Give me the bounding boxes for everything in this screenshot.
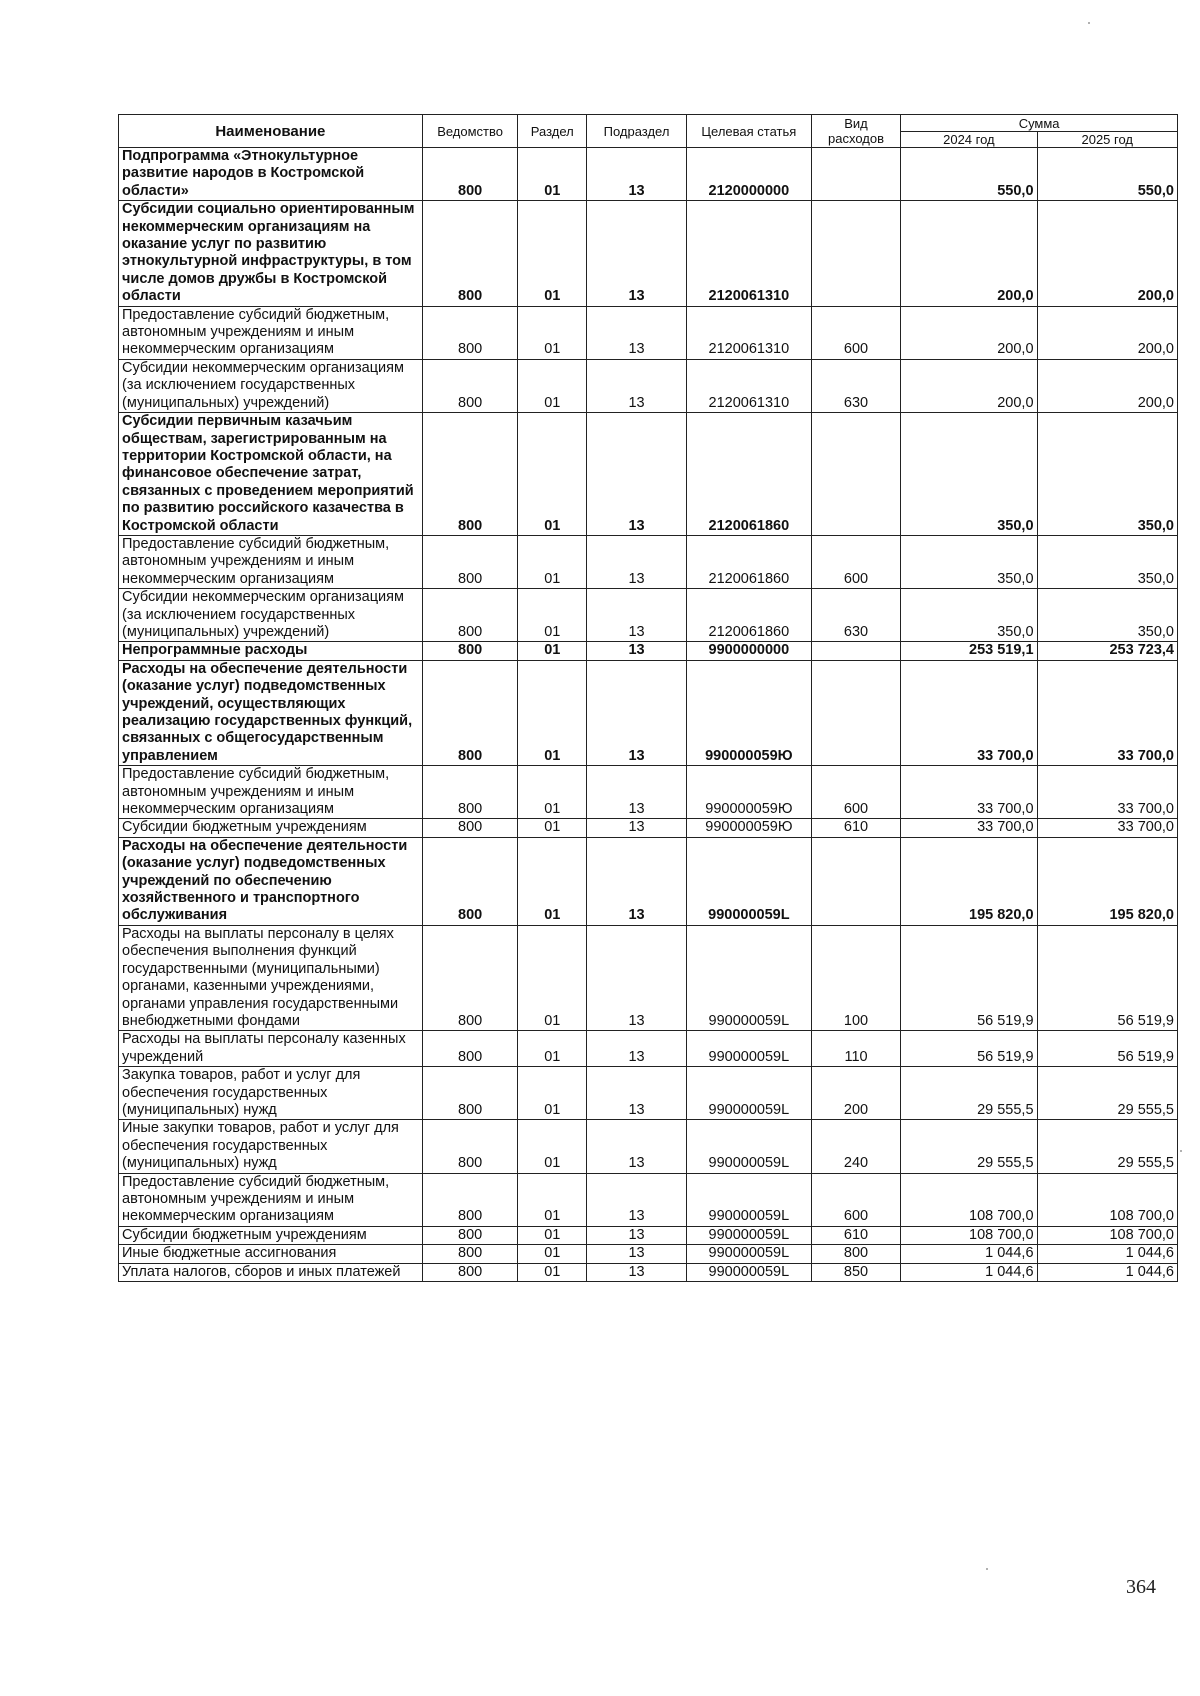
row-subsection: 13 [587, 1263, 687, 1281]
header-target-article: Целевая статья [686, 115, 811, 148]
row-expense-type: 200 [811, 1067, 900, 1120]
table-row [119, 359, 1178, 412]
row-sum-2025: 350,0 [1037, 535, 1177, 588]
page-number: 364 [1126, 1576, 1156, 1598]
table-row [119, 589, 1178, 642]
row-section: 01 [518, 1067, 587, 1120]
row-sum-2024: 29 555,5 [901, 1120, 1037, 1173]
row-department: 800 [422, 925, 518, 1030]
row-target-article: 990000059L [686, 1067, 811, 1120]
row-subsection: 13 [587, 148, 687, 201]
row-expense-type: 850 [811, 1263, 900, 1281]
row-target-article: 9900000000 [686, 642, 811, 660]
row-department: 800 [422, 148, 518, 201]
row-expense-type: 630 [811, 589, 900, 642]
row-department: 800 [422, 535, 518, 588]
row-sum-2025: 195 820,0 [1037, 837, 1177, 925]
table-row [119, 837, 1178, 925]
row-sum-2024: 108 700,0 [901, 1226, 1037, 1244]
row-section: 01 [518, 589, 587, 642]
row-department: 800 [422, 1263, 518, 1281]
row-department: 800 [422, 1245, 518, 1263]
row-name: Подпрограмма «Этнокультурное развитие народов в Костромской области» [119, 148, 423, 201]
row-sum-2025: 200,0 [1037, 359, 1177, 412]
row-subsection: 13 [587, 535, 687, 588]
row-name: Иные бюджетные ассигнования [119, 1245, 423, 1263]
row-sum-2025: 1 044,6 [1037, 1263, 1177, 1281]
row-name: Субсидии бюджетным учреждениям [119, 819, 423, 837]
header-section: Раздел [518, 115, 587, 148]
row-sum-2024: 108 700,0 [901, 1173, 1037, 1226]
row-sum-2025: 56 519,9 [1037, 925, 1177, 1030]
row-department: 800 [422, 359, 518, 412]
table-row [119, 1031, 1178, 1067]
row-subsection: 13 [587, 660, 687, 765]
row-sum-2024: 195 820,0 [901, 837, 1037, 925]
row-subsection: 13 [587, 1067, 687, 1120]
table-row [119, 306, 1178, 359]
row-section: 01 [518, 642, 587, 660]
row-sum-2025: 350,0 [1037, 413, 1177, 536]
table-row [119, 1263, 1178, 1281]
table-row [119, 535, 1178, 588]
row-section: 01 [518, 819, 587, 837]
row-sum-2024: 29 555,5 [901, 1067, 1037, 1120]
row-name: Непрограммные расходы [119, 642, 423, 660]
row-department: 800 [422, 1067, 518, 1120]
header-expense-type: Вид расходов [811, 115, 900, 148]
row-sum-2024: 33 700,0 [901, 766, 1037, 819]
row-sum-2024: 33 700,0 [901, 819, 1037, 837]
row-expense-type: 110 [811, 1031, 900, 1067]
row-section: 01 [518, 1245, 587, 1263]
scan-speck [1180, 1150, 1182, 1152]
row-target-article: 2120061310 [686, 201, 811, 306]
row-section: 01 [518, 1226, 587, 1244]
row-subsection: 13 [587, 1245, 687, 1263]
row-sum-2025: 33 700,0 [1037, 766, 1177, 819]
row-expense-type: 610 [811, 819, 900, 837]
row-sum-2025: 29 555,5 [1037, 1067, 1177, 1120]
row-target-article: 2120000000 [686, 148, 811, 201]
row-department: 800 [422, 589, 518, 642]
row-name: Предоставление субсидий бюджетным, автономным учреждениям и иным некоммерческим организациям [119, 1173, 423, 1226]
row-sum-2025: 253 723,4 [1037, 642, 1177, 660]
row-name: Уплата налогов, сборов и иных платежей [119, 1263, 423, 1281]
row-sum-2024: 56 519,9 [901, 1031, 1037, 1067]
row-target-article: 990000059L [686, 1120, 811, 1173]
row-sum-2024: 56 519,9 [901, 925, 1037, 1030]
table-row [119, 1173, 1178, 1226]
table-row [119, 766, 1178, 819]
row-target-article: 990000059Ю [686, 819, 811, 837]
row-section: 01 [518, 413, 587, 536]
row-expense-type: 600 [811, 766, 900, 819]
row-expense-type [811, 148, 900, 201]
header-sum: Сумма [901, 115, 1178, 132]
row-name: Иные закупки товаров, работ и услуг для обеспечения государственных (муниципальных) нужд [119, 1120, 423, 1173]
table-row [119, 660, 1178, 765]
row-subsection: 13 [587, 642, 687, 660]
row-target-article: 2120061310 [686, 359, 811, 412]
row-expense-type [811, 201, 900, 306]
row-target-article: 2120061310 [686, 306, 811, 359]
row-department: 800 [422, 306, 518, 359]
row-sum-2025: 350,0 [1037, 589, 1177, 642]
row-target-article: 2120061860 [686, 589, 811, 642]
row-subsection: 13 [587, 1120, 687, 1173]
row-department: 800 [422, 837, 518, 925]
row-name: Субсидии бюджетным учреждениям [119, 1226, 423, 1244]
row-subsection: 13 [587, 306, 687, 359]
row-department: 800 [422, 1226, 518, 1244]
row-name: Предоставление субсидий бюджетным, автономным учреждениям и иным некоммерческим организациям [119, 306, 423, 359]
row-name: Субсидии социально ориентированным некоммерческим организациям на оказание услуг по развитию этнокультурной инфраструктуры, в том числе домов дружбы в Костромской области [119, 201, 423, 306]
row-expense-type [811, 413, 900, 536]
row-sum-2025: 550,0 [1037, 148, 1177, 201]
row-sum-2025: 200,0 [1037, 306, 1177, 359]
row-subsection: 13 [587, 201, 687, 306]
row-expense-type: 100 [811, 925, 900, 1030]
row-name: Закупка товаров, работ и услуг для обеспечения государственных (муниципальных) нужд [119, 1067, 423, 1120]
row-sum-2024: 1 044,6 [901, 1245, 1037, 1263]
row-name: Субсидии некоммерческим организациям (за исключением государственных (муниципальных) учреждений) [119, 589, 423, 642]
row-expense-type: 800 [811, 1245, 900, 1263]
table-row [119, 819, 1178, 837]
table-row [119, 1067, 1178, 1120]
table-row [119, 148, 1178, 201]
table-row [119, 1245, 1178, 1263]
row-subsection: 13 [587, 589, 687, 642]
row-target-article: 2120061860 [686, 413, 811, 536]
row-section: 01 [518, 660, 587, 765]
row-department: 800 [422, 201, 518, 306]
row-subsection: 13 [587, 1226, 687, 1244]
row-subsection: 13 [587, 1031, 687, 1067]
row-target-article: 990000059L [686, 1263, 811, 1281]
header-subsection: Подраздел [587, 115, 687, 148]
row-sum-2025: 56 519,9 [1037, 1031, 1177, 1067]
table-row [119, 1226, 1178, 1244]
row-expense-type: 630 [811, 359, 900, 412]
row-subsection: 13 [587, 766, 687, 819]
row-name: Расходы на выплаты персоналу казенных учреждений [119, 1031, 423, 1067]
row-sum-2025: 200,0 [1037, 201, 1177, 306]
row-sum-2025: 33 700,0 [1037, 660, 1177, 765]
table-row [119, 642, 1178, 660]
row-sum-2024: 350,0 [901, 413, 1037, 536]
row-target-article: 990000059L [686, 925, 811, 1030]
table-row [119, 413, 1178, 536]
row-name: Предоставление субсидий бюджетным, автономным учреждениям и иным некоммерческим организациям [119, 766, 423, 819]
row-sum-2024: 550,0 [901, 148, 1037, 201]
budget-table [118, 114, 1178, 1282]
row-department: 800 [422, 1173, 518, 1226]
scan-speck [986, 1568, 988, 1570]
row-section: 01 [518, 1173, 587, 1226]
row-section: 01 [518, 306, 587, 359]
row-expense-type: 600 [811, 535, 900, 588]
row-expense-type: 240 [811, 1120, 900, 1173]
row-name: Расходы на выплаты персоналу в целях обеспечения выполнения функций государственными (муниципальными) органами, казенными учреждениями, органами управления государственными внебюджетными фондами [119, 925, 423, 1030]
row-sum-2024: 253 519,1 [901, 642, 1037, 660]
row-sum-2024: 200,0 [901, 306, 1037, 359]
row-target-article: 990000059L [686, 1226, 811, 1244]
row-expense-type [811, 837, 900, 925]
row-expense-type: 610 [811, 1226, 900, 1244]
row-section: 01 [518, 1120, 587, 1173]
row-name: Расходы на обеспечение деятельности (оказание услуг) подведомственных учреждений по обеспечению хозяйственного и транспортного обслуживания [119, 837, 423, 925]
row-section: 01 [518, 359, 587, 412]
row-name: Субсидии первичным казачьим обществам, зарегистрированным на территории Костромской области, на финансовое обеспечение затрат, связанных с проведением мероприятий по развитию российского казачества в Костромской области [119, 413, 423, 536]
row-name: Субсидии некоммерческим организациям (за исключением государственных (муниципальных) учреждений) [119, 359, 423, 412]
row-target-article: 990000059Ю [686, 766, 811, 819]
row-sum-2025: 33 700,0 [1037, 819, 1177, 837]
row-expense-type [811, 660, 900, 765]
row-subsection: 13 [587, 925, 687, 1030]
row-expense-type: 600 [811, 306, 900, 359]
row-department: 800 [422, 766, 518, 819]
table-row [119, 201, 1178, 306]
table-body [119, 148, 1178, 1282]
header-name: Наименование [119, 115, 423, 148]
row-subsection: 13 [587, 359, 687, 412]
row-subsection: 13 [587, 1173, 687, 1226]
row-target-article: 990000059L [686, 1245, 811, 1263]
row-sum-2024: 350,0 [901, 535, 1037, 588]
table-row [119, 925, 1178, 1030]
row-section: 01 [518, 148, 587, 201]
row-section: 01 [518, 766, 587, 819]
row-subsection: 13 [587, 819, 687, 837]
row-section: 01 [518, 1031, 587, 1067]
row-sum-2024: 33 700,0 [901, 660, 1037, 765]
row-subsection: 13 [587, 837, 687, 925]
row-section: 01 [518, 837, 587, 925]
row-department: 800 [422, 1031, 518, 1067]
row-expense-type [811, 642, 900, 660]
row-sum-2024: 1 044,6 [901, 1263, 1037, 1281]
row-sum-2025: 108 700,0 [1037, 1173, 1177, 1226]
row-sum-2024: 200,0 [901, 359, 1037, 412]
row-sum-2024: 200,0 [901, 201, 1037, 306]
row-name: Предоставление субсидий бюджетным, автономным учреждениям и иным некоммерческим организациям [119, 535, 423, 588]
header-department: Ведомство [422, 115, 518, 148]
row-section: 01 [518, 1263, 587, 1281]
header-year-2024: 2024 год [901, 132, 1037, 148]
row-target-article: 2120061860 [686, 535, 811, 588]
row-sum-2025: 29 555,5 [1037, 1120, 1177, 1173]
row-subsection: 13 [587, 413, 687, 536]
row-expense-type: 600 [811, 1173, 900, 1226]
table-row [119, 1120, 1178, 1173]
row-target-article: 990000059L [686, 1173, 811, 1226]
row-department: 800 [422, 1120, 518, 1173]
row-department: 800 [422, 642, 518, 660]
row-target-article: 990000059Ю [686, 660, 811, 765]
row-sum-2025: 1 044,6 [1037, 1245, 1177, 1263]
row-sum-2025: 108 700,0 [1037, 1226, 1177, 1244]
row-section: 01 [518, 925, 587, 1030]
header-year-2025: 2025 год [1037, 132, 1177, 148]
row-target-article: 990000059L [686, 1031, 811, 1067]
scan-speck [1088, 22, 1090, 24]
row-sum-2024: 350,0 [901, 589, 1037, 642]
row-department: 800 [422, 819, 518, 837]
row-section: 01 [518, 535, 587, 588]
row-target-article: 990000059L [686, 837, 811, 925]
row-department: 800 [422, 660, 518, 765]
row-name: Расходы на обеспечение деятельности (оказание услуг) подведомственных учреждений, осуществляющих реализацию государственных функций, связанных с общегосударственным управлением [119, 660, 423, 765]
row-department: 800 [422, 413, 518, 536]
row-section: 01 [518, 201, 587, 306]
